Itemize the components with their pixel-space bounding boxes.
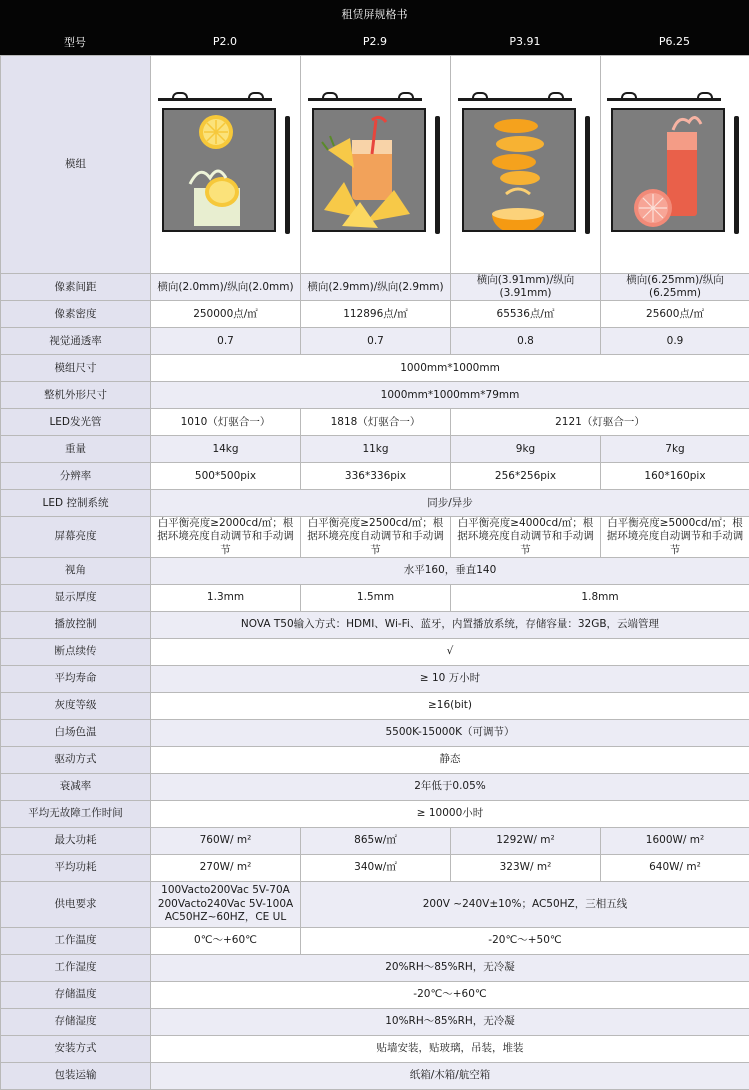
row-value: 横向(3.91mm)/纵向(3.91mm) [451,274,601,301]
header-p6-25: P6.25 [600,28,749,55]
row-label: 断点续传 [1,638,151,665]
row-value: 640W/ m² [601,854,749,881]
module-image-cell [151,56,301,274]
row-value: 760W/ m² [151,827,301,854]
row-value: 2121（灯驱合一） [451,409,749,436]
grapefruit-juice-image [611,108,725,232]
row-label: 安装方式 [1,1035,151,1062]
row-value: 250000点/㎡ [151,301,301,328]
spec-row [1,927,749,954]
row-label: 分辨率 [1,463,151,490]
row-label: 衰减率 [1,773,151,800]
row-label: 白场色温 [1,719,151,746]
row-label: 驱动方式 [1,746,151,773]
side-bracket [585,116,590,234]
row-label: 播放控制 [1,611,151,638]
row-value: 0.7 [301,328,451,355]
row-value: 横向(6.25mm)/纵向(6.25mm) [601,274,749,301]
rental-module-frame [611,90,739,240]
spec-row [1,827,749,854]
spec-row [1,1008,749,1035]
row-label: 灰度等级 [1,692,151,719]
spec-table [0,55,749,1090]
row-value: 1000mm*1000mm [151,355,749,382]
row-value: 100Vacto200Vac 5V-70A 200Vacto240Vac 5V-100A AC50HZ~60HZ，CE UL [151,881,301,927]
row-label: 视觉通透率 [1,328,151,355]
row-value: 270W/ m² [151,854,301,881]
pineapple-juice-image [312,108,426,232]
spec-row [1,854,749,881]
row-label: 重量 [1,436,151,463]
header-row [0,28,749,55]
row-label: 平均寿命 [1,665,151,692]
spec-row [1,719,749,746]
row-label: 工作温度 [1,927,151,954]
spec-row [1,355,749,382]
row-value: 500*500pix [151,463,301,490]
row-value: 20%RH～85%RH，无冷凝 [151,954,749,981]
spec-row [1,981,749,1008]
row-value: 白平衡亮度≥5000cd/㎡；根据环境亮度自动调节和手动调节 [601,517,749,557]
spec-row [1,665,749,692]
module-image-cell [451,56,601,274]
row-value: 1818（灯驱合一） [301,409,451,436]
row-value: 水平160，垂直140 [151,557,749,584]
row-label: 平均无故障工作时间 [1,800,151,827]
row-value: 340w/㎡ [301,854,451,881]
row-label: 模组尺寸 [1,355,151,382]
row-label: LED发光管 [1,409,151,436]
spec-row [1,517,749,557]
row-value: 静态 [151,746,749,773]
row-label: 屏幕亮度 [1,517,151,557]
row-value: 0.8 [451,328,601,355]
row-value: 白平衡亮度≥2500cd/㎡；根据环境亮度自动调节和手动调节 [301,517,451,557]
header-p3-91: P3.91 [450,28,600,55]
module-image-row [1,56,749,274]
spec-row [1,274,749,301]
row-label: 显示厚度 [1,584,151,611]
row-value: 0.9 [601,328,749,355]
lemon-juice-image [162,108,276,232]
row-value: 1600W/ m² [601,827,749,854]
spec-row [1,584,749,611]
row-value: 纸箱/木箱/航空箱 [151,1062,749,1089]
side-bracket [435,116,440,234]
row-label: 模组 [1,56,151,274]
spec-row [1,382,749,409]
spec-row [1,611,749,638]
top-rail [607,98,721,101]
row-value: 白平衡亮度≥2000cd/㎡；根据环境亮度自动调节和手动调节 [151,517,301,557]
spec-row [1,746,749,773]
row-value: 白平衡亮度≥4000cd/㎡；根据环境亮度自动调节和手动调节 [451,517,601,557]
row-value: 65536点/㎡ [451,301,601,328]
spec-row [1,490,749,517]
row-label: 供电要求 [1,881,151,927]
row-value: 横向(2.9mm)/纵向(2.9mm) [301,274,451,301]
sheet-title: 租赁屏规格书 [0,0,749,28]
row-value: 160*160pix [601,463,749,490]
spec-row [1,301,749,328]
row-label: 平均功耗 [1,854,151,881]
row-value: 323W/ m² [451,854,601,881]
spec-row [1,409,749,436]
row-value: 2年低于0.05% [151,773,749,800]
spec-row [1,638,749,665]
row-label: 像素密度 [1,301,151,328]
row-value: 256*256pix [451,463,601,490]
row-value: √ [151,638,749,665]
spec-row [1,436,749,463]
row-value: 1.5mm [301,584,451,611]
side-bracket [285,116,290,234]
row-label: 视角 [1,557,151,584]
row-value: 112896点/㎡ [301,301,451,328]
spec-row [1,328,749,355]
row-value: 25600点/㎡ [601,301,749,328]
spec-row [1,800,749,827]
row-value: 5500K-15000K（可调节） [151,719,749,746]
row-value: 1.3mm [151,584,301,611]
row-value: 1010（灯驱合一） [151,409,301,436]
row-label: 存储湿度 [1,1008,151,1035]
rental-module-frame [162,90,290,240]
row-value: NOVA T50输入方式：HDMI、Wi-Fi、蓝牙，内置播放系统，存储容量：32GB，云端管理 [151,611,749,638]
row-value: ≥ 10000小时 [151,800,749,827]
row-value: 865w/㎡ [301,827,451,854]
spec-row [1,1035,749,1062]
row-value: 1.8mm [451,584,749,611]
row-value: 336*336pix [301,463,451,490]
row-value: -20℃～+50℃ [301,927,749,954]
row-label: 包装运输 [1,1062,151,1089]
header-model-label: 型号 [0,28,150,55]
row-label: LED 控制系统 [1,490,151,517]
row-label: 整机外形尺寸 [1,382,151,409]
top-rail [458,98,572,101]
row-value: 7kg [601,436,749,463]
row-value: 11kg [301,436,451,463]
spec-row [1,692,749,719]
spec-row [1,1062,749,1089]
row-value: 同步/异步 [151,490,749,517]
row-label: 像素间距 [1,274,151,301]
rental-module-frame [462,90,590,240]
row-value: ≥ 10 万小时 [151,665,749,692]
header-p2-0: P2.0 [150,28,300,55]
spec-row [1,557,749,584]
row-value: -20℃～+60℃ [151,981,749,1008]
top-rail [158,98,272,101]
row-value: 横向(2.0mm)/纵向(2.0mm) [151,274,301,301]
row-value: 10%RH～85%RH，无冷凝 [151,1008,749,1035]
row-value: 贴墙安装，贴玻璃，吊装，堆装 [151,1035,749,1062]
spec-row [1,881,749,927]
rental-module-frame [312,90,440,240]
module-image-cell [301,56,451,274]
row-value: 1000mm*1000mm*79mm [151,382,749,409]
orange-splash-image [462,108,576,232]
spec-row [1,954,749,981]
top-rail [308,98,422,101]
spec-row [1,773,749,800]
row-label: 工作湿度 [1,954,151,981]
row-value: 9kg [451,436,601,463]
row-label: 最大功耗 [1,827,151,854]
row-value: 200V ~240V±10%；AC50HZ，三相五线 [301,881,749,927]
header-p2-9: P2.9 [300,28,450,55]
row-value: 0℃～+60℃ [151,927,301,954]
spec-row [1,463,749,490]
row-value: 1292W/ m² [451,827,601,854]
row-value: 14kg [151,436,301,463]
side-bracket [734,116,739,234]
row-label: 存储温度 [1,981,151,1008]
row-value: 0.7 [151,328,301,355]
row-value: ≥16(bit) [151,692,749,719]
module-image-cell [601,56,749,274]
